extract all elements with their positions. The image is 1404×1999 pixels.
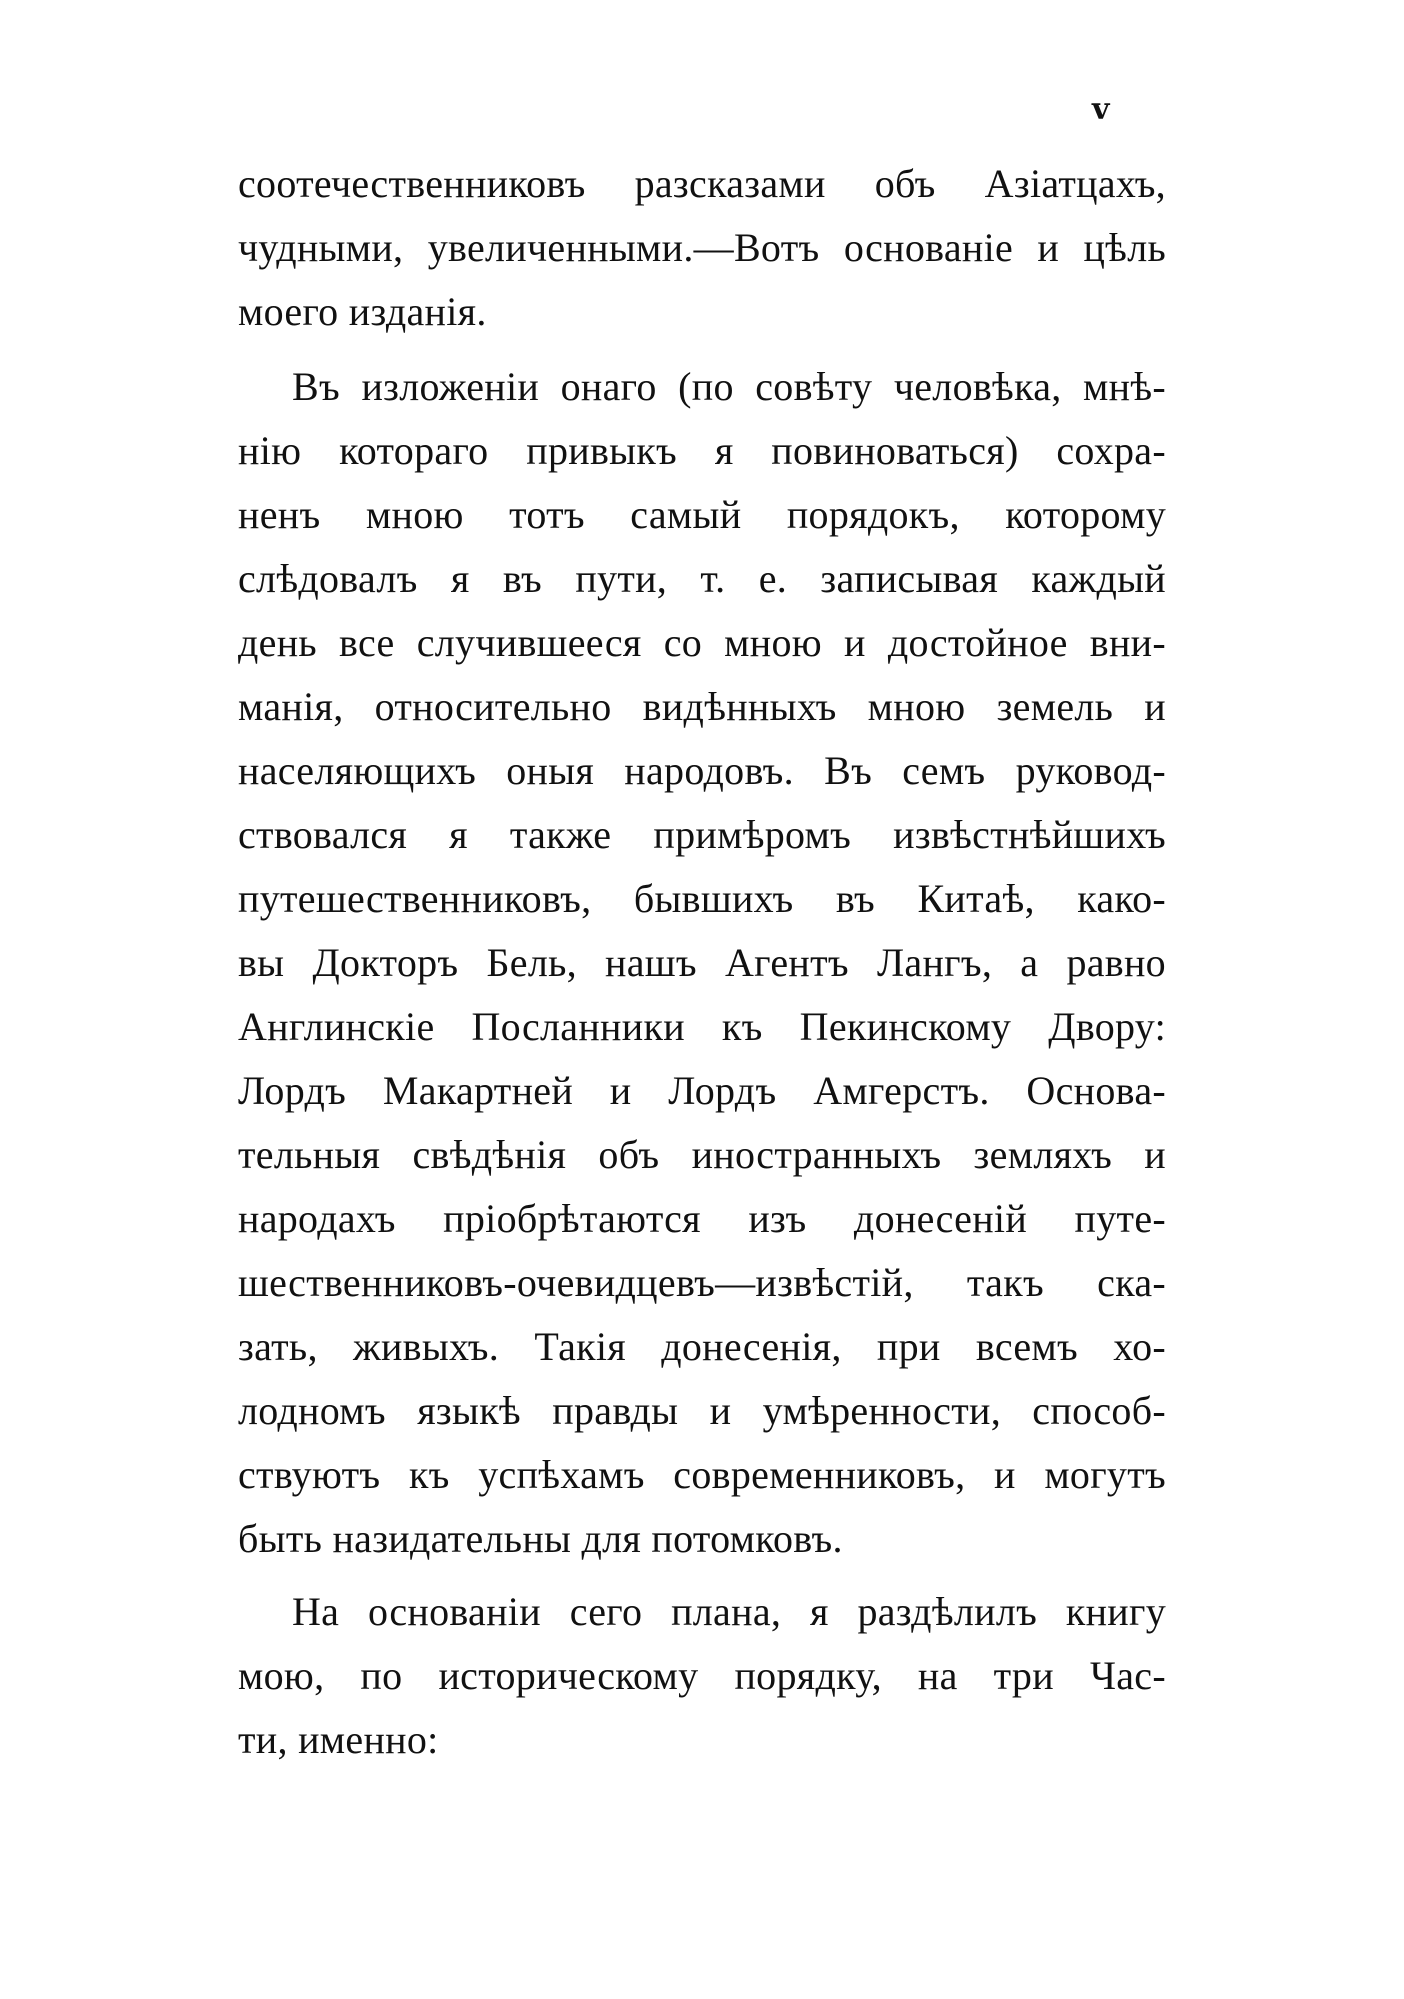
paragraph-1 (238, 152, 1166, 344)
text-line: ненъ мною тотъ самый порядокъ, которому (238, 492, 1166, 537)
text-line: путешественниковъ, бывшихъ въ Китаѣ, како- (238, 876, 1166, 921)
text-line: ствовался я также примѣромъ извѣстнѣйшихъ (238, 812, 1166, 857)
text-line: зать, живыхъ. Такія донесенія, при всемъ хо- (238, 1324, 1166, 1369)
paragraph-2 (238, 355, 1166, 1571)
text-line: народахъ пріобрѣтаются изъ донесеній путе- (238, 1196, 1166, 1241)
text-line: лодномъ языкѣ правды и умѣренности, способ- (238, 1388, 1166, 1433)
text-line: Въ изложеніи онаго (по совѣту человѣка, мнѣ- (292, 364, 1166, 409)
text-line: моего изданія. (238, 289, 487, 334)
text-line: ствуютъ къ успѣхамъ современниковъ, и могутъ (238, 1452, 1166, 1497)
text-line: нію котораго привыкъ я повиноваться) сохра- (238, 428, 1166, 473)
text-line: шественниковъ-очевидцевъ—извѣстій, такъ ска- (238, 1260, 1166, 1305)
text-line: Англинскіе Посланники къ Пекинскому Двору: (238, 1004, 1166, 1049)
text-line: населяющихъ оныя народовъ. Въ семъ руковод- (238, 748, 1166, 793)
text-line: вы Докторъ Бель, нашъ Агентъ Лангъ, а равно (238, 940, 1166, 985)
text-line: тельныя свѣдѣнія объ иностранныхъ земляхъ и (238, 1132, 1166, 1177)
text-line: слѣдовалъ я въ пути, т. е. записывая каждый (238, 556, 1166, 601)
text-line: соотечественниковъ разсказами объ Азіатцахъ, (238, 161, 1166, 206)
text-line: мою, по историческому порядку, на три Час- (238, 1653, 1166, 1698)
text-line: Лордъ Макартней и Лордъ Амгерстъ. Основа- (238, 1068, 1166, 1113)
paragraph-3 (238, 1580, 1166, 1772)
text-line: ти, именно: (238, 1717, 439, 1762)
text-line: день все случившееся со мною и достойное вни- (238, 620, 1166, 665)
text-line: чудными, увеличенными.—Вотъ основаніе и цѣль (238, 225, 1166, 270)
text-line: На основаніи сего плана, я раздѣлилъ книгу (292, 1589, 1166, 1634)
text-line: манія, относительно видѣнныхъ мною земель и (238, 684, 1166, 729)
text-line: быть назидательны для потомковъ. (238, 1516, 843, 1561)
page-number: v (1092, 92, 1110, 127)
